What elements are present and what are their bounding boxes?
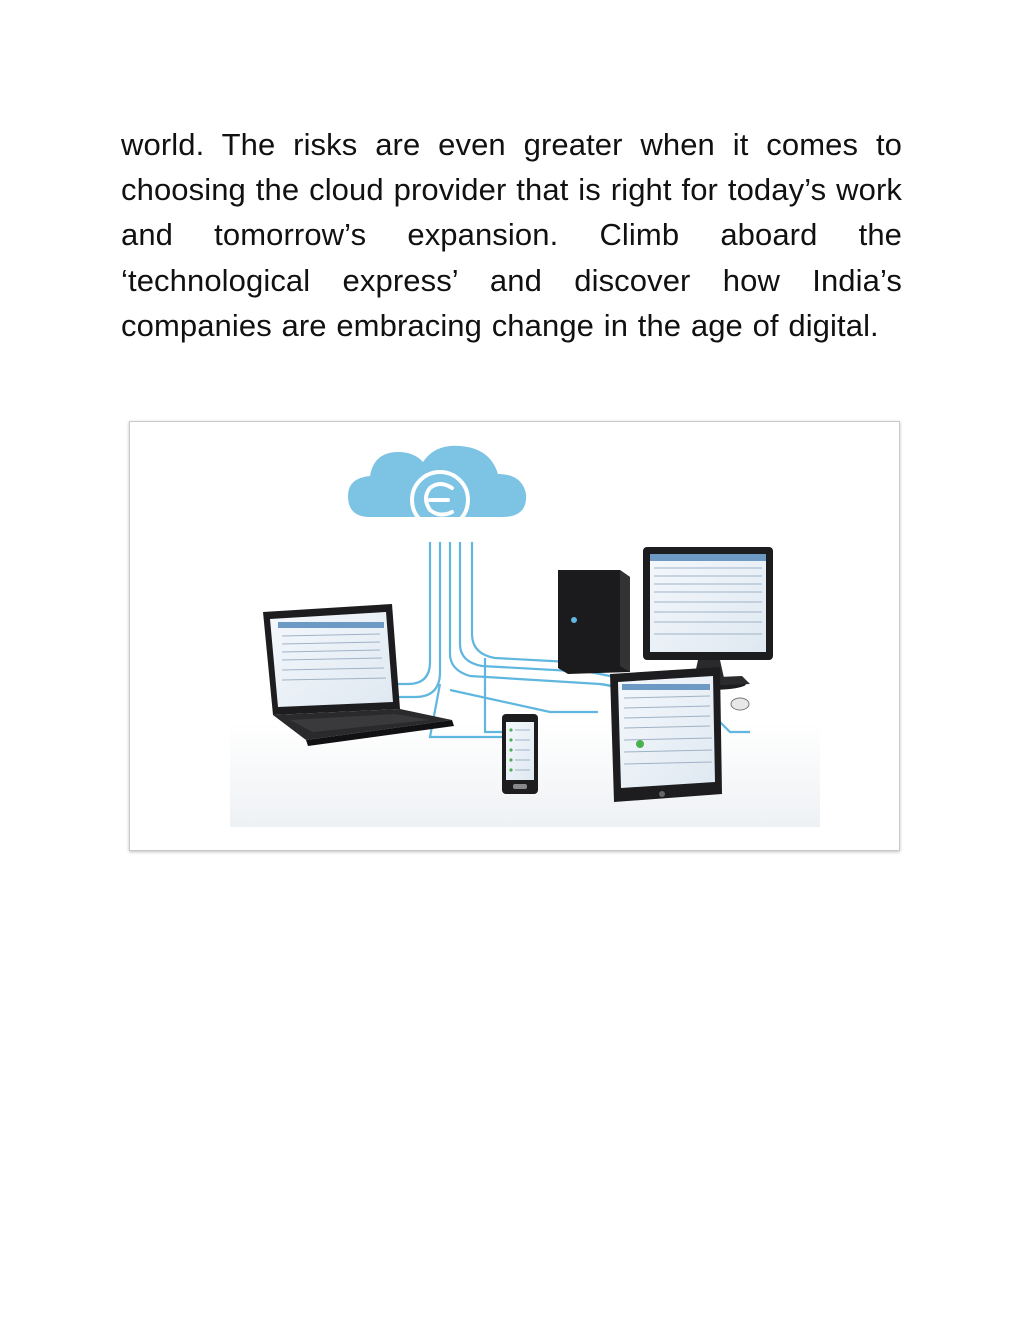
cloud-devices-illustration <box>129 421 900 851</box>
cloud-icon <box>348 446 526 528</box>
laptop-icon <box>263 604 454 746</box>
mouse-icon <box>731 698 749 710</box>
tablet-icon <box>610 667 722 802</box>
desktop-tower-icon <box>558 570 630 674</box>
body-paragraph: world. The risks are even greater when it comes to choosing the cloud provider that is right for today’s work and tomorrow’s expansion. Climb aboard the ‘technological express’ and discover how India’s companies are embracing change in the age of digital. <box>121 127 902 343</box>
smartphone-icon <box>502 714 538 794</box>
